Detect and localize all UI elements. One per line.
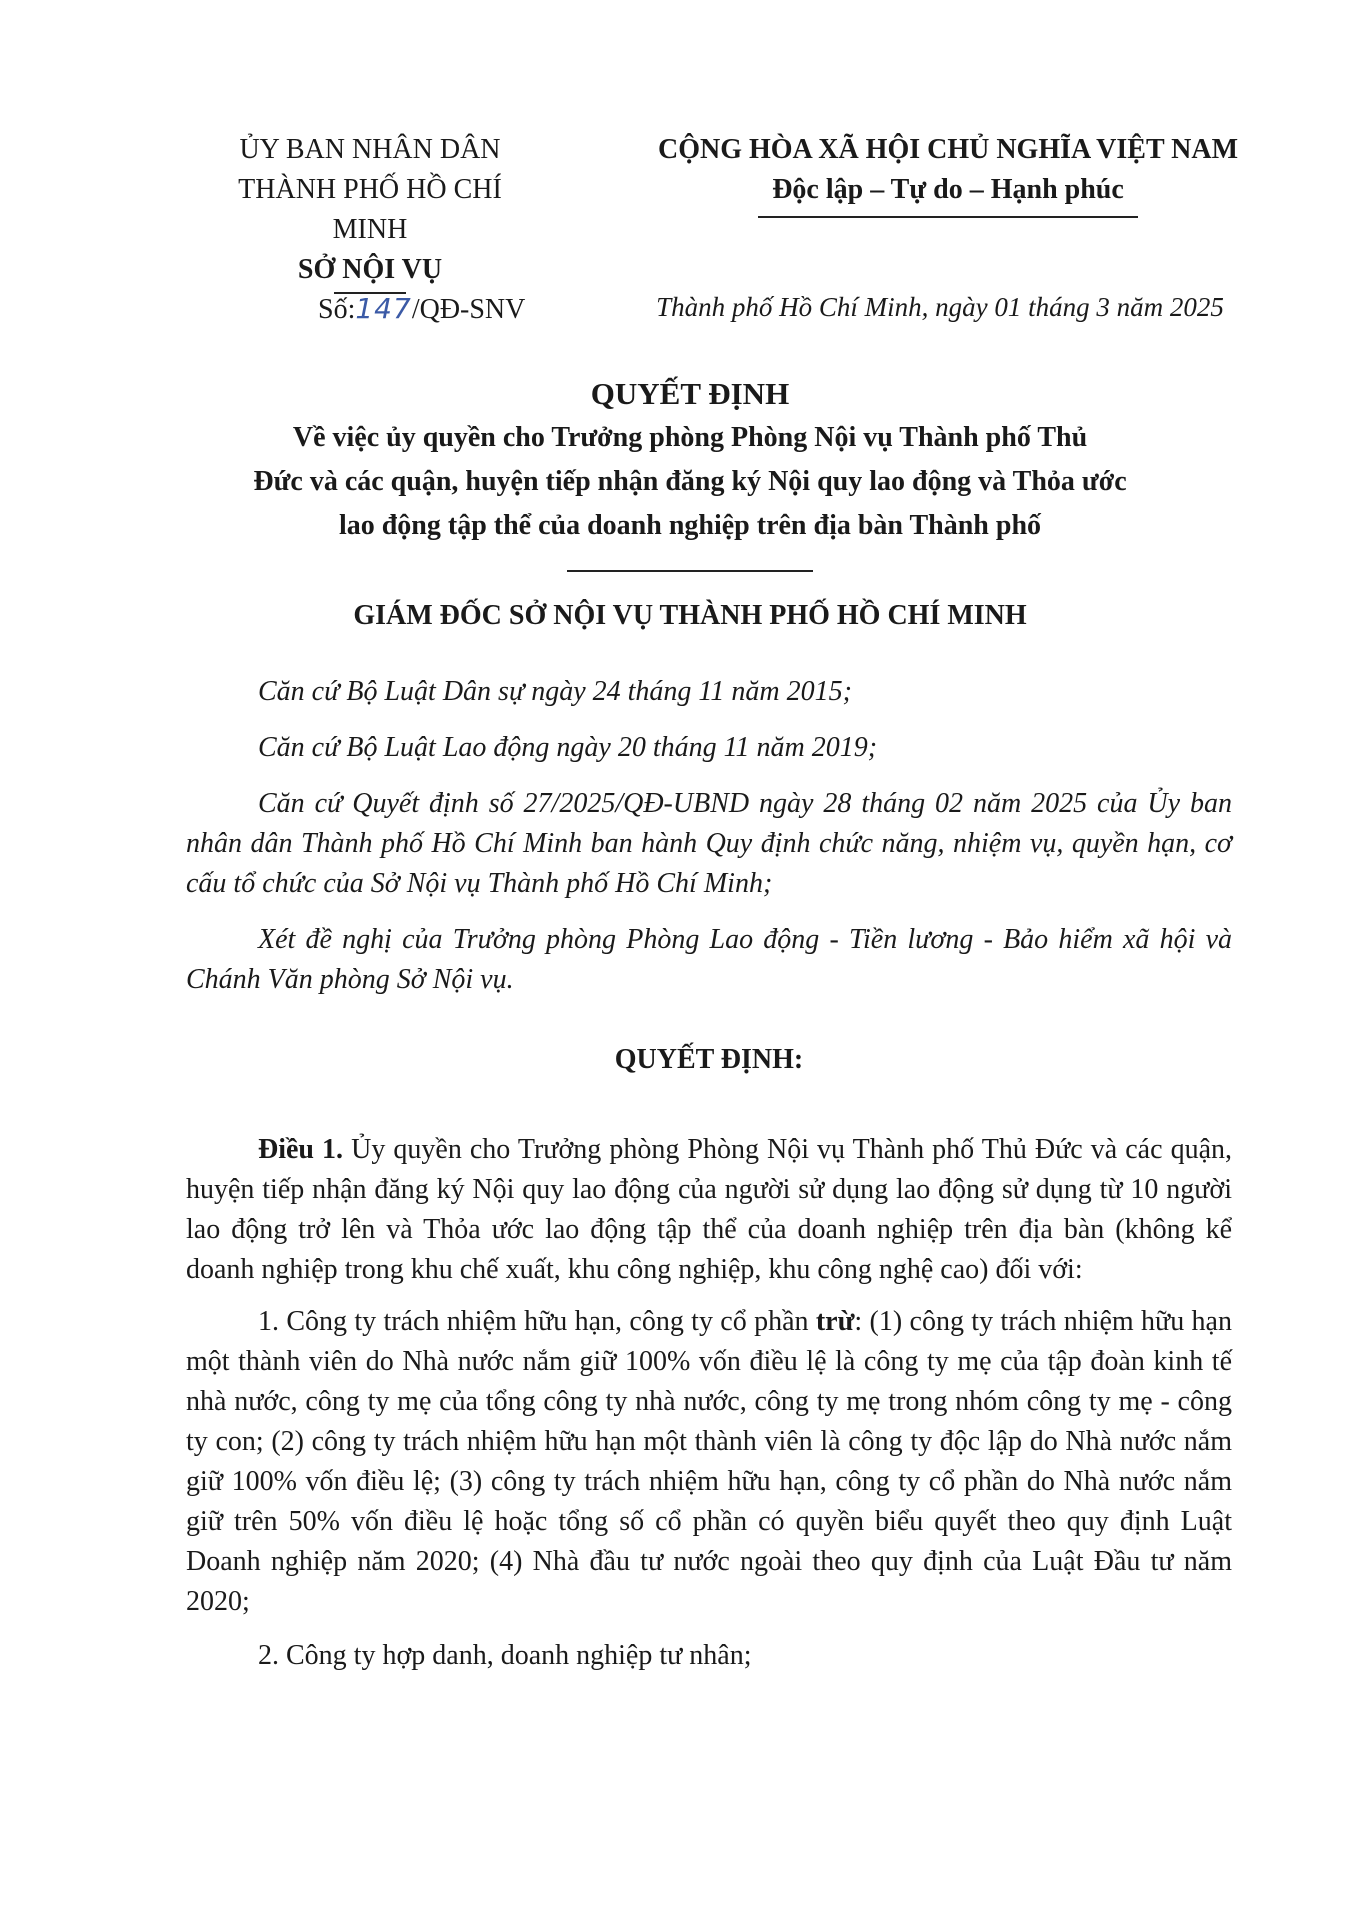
legal-basis-4: Xét đề nghị của Trưởng phòng Phòng Lao động - Tiền lương - Bảo hiểm xã hội và Chánh Văn phòng Sở Nội vụ.	[186, 924, 1232, 995]
document-number-suffix: /QĐ-SNV	[411, 294, 526, 325]
legal-basis-2: Căn cứ Bộ Luật Lao động ngày 20 tháng 11 năm 2019;	[258, 732, 878, 763]
motto-underline	[758, 216, 1138, 218]
document-number	[318, 292, 525, 326]
subtitle-line-3: lao động tập thể của doanh nghiệp trên địa bàn Thành phố	[338, 510, 1042, 541]
article-1-item-2: 2. Công ty hợp danh, doanh nghiệp tư nhân;	[258, 1640, 752, 1671]
title-divider	[567, 570, 813, 572]
agency-line-2: THÀNH PHỐ HỒ CHÍ MINH	[238, 174, 502, 245]
agency-line-1: ỦY BAN NHÂN DÂN	[239, 134, 501, 165]
agency-line-3: SỞ NỘI VỤ	[297, 254, 443, 285]
nation-name: CỘNG HÒA XÃ HỘI CHỦ NGHĨA VIỆT NAM	[657, 134, 1239, 165]
national-motto: Độc lập – Tự do – Hạnh phúc	[772, 174, 1124, 205]
document-body	[186, 672, 1232, 1690]
subtitle-line-1: Về việc ủy quyền cho Trưởng phòng Phòng Nội vụ Thành phố Thủ	[292, 422, 1088, 453]
place-and-date: Thành phố Hồ Chí Minh, ngày 01 tháng 3 năm 2025	[656, 292, 1224, 322]
issuer-title: GIÁM ĐỐC SỞ NỘI VỤ THÀNH PHỐ HỒ CHÍ MINH	[353, 600, 1027, 631]
subtitle-line-2: Đức và các quận, huyện tiếp nhận đăng ký Nội quy lao động và Thỏa ước	[253, 466, 1127, 497]
decision-title-block	[160, 372, 1220, 572]
document-number-prefix: Số:	[318, 294, 356, 325]
handwritten-number: 147	[355, 292, 412, 325]
national-header	[618, 130, 1278, 218]
article-1-item-1	[186, 1302, 1232, 1622]
article-1-text: Ủy quyền cho Trưởng phòng Phòng Nội vụ Thành phố Thủ Đức và các quận, huyện tiếp nhận đăng ký Nội quy lao động của người sử dụng lao động sử dụng từ 10 người lao động trở lên và Thỏa ước lao động tập thể của doanh nghiệp trên địa bàn (không kể doanh nghiệp trong khu chế xuất, khu công nghiệp, khu công nghệ cao) đối với:	[186, 1134, 1233, 1285]
legal-basis-1: Căn cứ Bộ Luật Dân sự ngày 24 tháng 11 năm 2015;	[258, 676, 852, 707]
article-1-label: Điều 1.	[258, 1134, 344, 1165]
legal-basis-3: Căn cứ Quyết định số 27/2025/QĐ-UBND ngày 28 tháng 02 năm 2025 của Ủy ban nhân dân Thành phố Hồ Chí Minh ban hành Quy định chức năng, nhiệm vụ, quyền hạn, cơ cấu tổ chức của Sở Nội vụ Thành phố Hồ Chí Minh;	[186, 788, 1232, 899]
decision-heading: QUYẾT ĐỊNH:	[614, 1044, 804, 1075]
item-1-rest: : (1) công ty trách nhiệm hữu hạn một thành viên do Nhà nước nắm giữ 100% vốn điều lệ là công ty mẹ của tập đoàn kinh tế nhà nước, công ty mẹ của tổng công ty nhà nước, công ty mẹ trong nhóm công ty mẹ - công ty con; (2) công ty trách nhiệm hữu hạn một thành viên là công ty độc lập do Nhà nước nắm giữ 100% vốn điều lệ; (3) công ty trách nhiệm hữu hạn, công ty cổ phần do Nhà nước nắm giữ trên 50% vốn điều lệ hoặc tổng số cổ phần có quyền biểu quyết theo quy định Luật Doanh nghiệp năm 2020; (4) Nhà đầu tư nước ngoài theo quy định của Luật Đầu tư năm 2020;	[186, 1306, 1232, 1617]
article-1	[186, 1130, 1232, 1290]
decision-title: QUYẾT ĐỊNH	[590, 376, 790, 411]
item-1-bold: trừ	[815, 1306, 855, 1337]
issuing-agency-header	[200, 130, 540, 294]
item-1-start: 1. Công ty trách nhiệm hữu hạn, công ty cổ phần	[258, 1306, 816, 1337]
